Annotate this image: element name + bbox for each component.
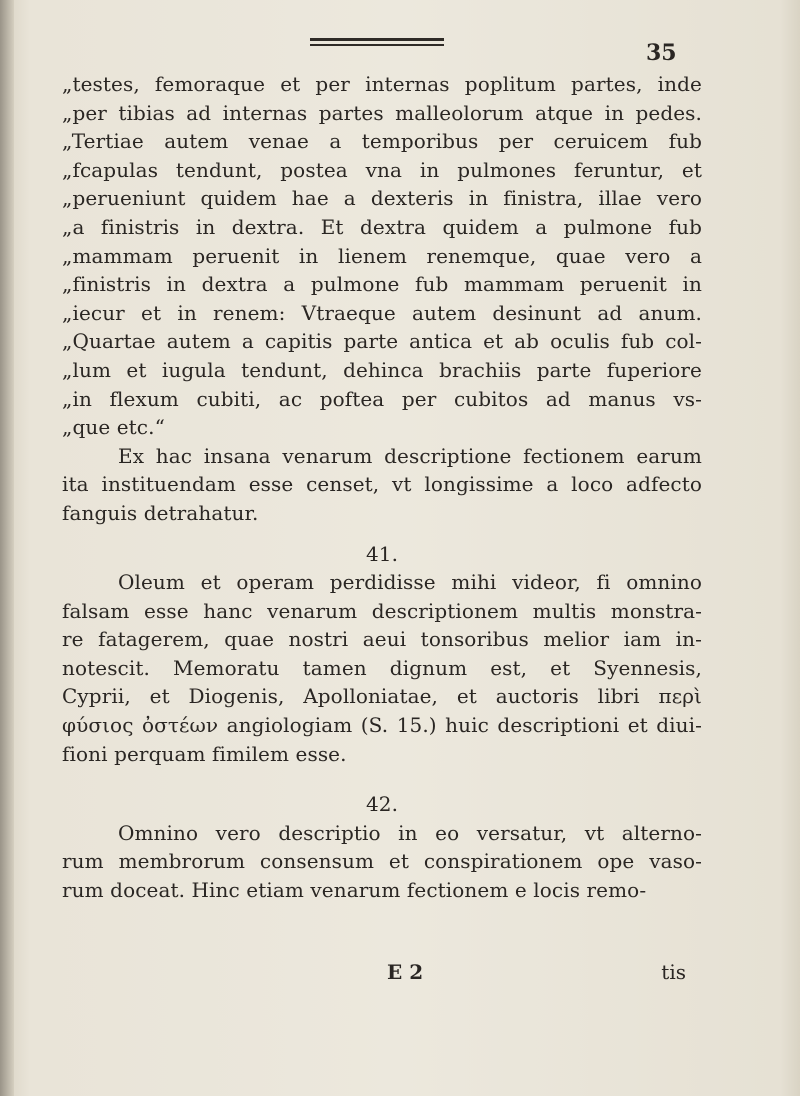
paragraph-section-42	[62, 819, 702, 905]
quotation-block	[62, 70, 702, 442]
text-line: Omnino vero descriptio in eo versatur, vt alterno-	[118, 820, 702, 845]
text-line: notescit. Memoratu tamen dignum est, et Syennesis,	[62, 655, 702, 680]
text-line: ita instituendam esse censet, vt longissime a loco adfecto	[62, 472, 702, 497]
text-line: rum membrorum consensum et conspirationem ope vaso-	[62, 849, 702, 874]
text-line: „mammam peruenit in lienem renemque, quae vero a	[62, 243, 702, 268]
text-line: „testes, femoraque et per internas poplitum partes, inde	[62, 72, 702, 96]
text-line: „in flexum cubiti, ac poftea per cubitos ad manus vs-	[62, 386, 702, 411]
text-line: „perueniunt quidem hae a dexteris in finistra, illae vero	[62, 186, 702, 211]
text-line: φύσιος ὀστέων angiologiam (S. 15.) huic descriptioni et diui-	[62, 713, 702, 738]
page-number: 35	[646, 40, 677, 66]
page-gutter	[0, 0, 14, 1096]
text-line: „Tertiae autem venae a temporibus per ceruicem fub	[62, 129, 702, 154]
text-line: „a finistris in dextra. Et dextra quidem a pulmone fub	[62, 214, 702, 239]
text-line: re fatagerem, quae nostri aeui tonsoribus melior iam in-	[62, 627, 702, 652]
text-block	[62, 70, 702, 905]
section-number-42: 42.	[365, 792, 399, 817]
text-line: „fcapulas tendunt, postea vna in pulmones feruntur, et	[62, 157, 702, 182]
section-number-41: 41.	[365, 541, 399, 566]
catchword: tis	[661, 960, 686, 984]
paragraph-commentary	[62, 442, 702, 528]
text-line: „lum et iugula tendunt, dehinca brachiis parte fuperiore	[62, 357, 702, 382]
text-line: „que etc.“	[62, 415, 165, 440]
header-rule	[310, 38, 444, 46]
signature-mark: E 2	[387, 960, 424, 984]
paragraph-section-41	[62, 568, 702, 768]
text-line: falsam esse hanc venarum descriptionem multis monstra-	[62, 598, 702, 623]
text-line: „finistris in dextra a pulmone fub mammam peruenit in	[62, 272, 702, 297]
text-line: „Quartae autem a capitis parte antica et ab oculis fub col-	[62, 329, 702, 354]
text-line: Ex hac insana venarum descriptione fectionem earum	[118, 443, 702, 468]
text-line: fanguis detrahatur.	[62, 500, 259, 525]
page-footer	[62, 960, 702, 990]
text-line: fioni perquam fimilem esse.	[62, 741, 347, 766]
text-line: „iecur et in renem: Vtraeque autem desinunt ad anum.	[62, 300, 702, 325]
text-line: „per tibias ad internas partes malleolorum atque in pedes.	[62, 100, 702, 125]
text-line: rum doceat. Hinc etiam venarum fectionem e locis remo-	[62, 878, 647, 903]
text-line: Cyprii, et Diogenis, Apolloniatae, et auctoris libri περὶ	[62, 684, 702, 709]
text-line: Oleum et operam perdidisse mihi videor, fi omnino	[118, 570, 702, 595]
